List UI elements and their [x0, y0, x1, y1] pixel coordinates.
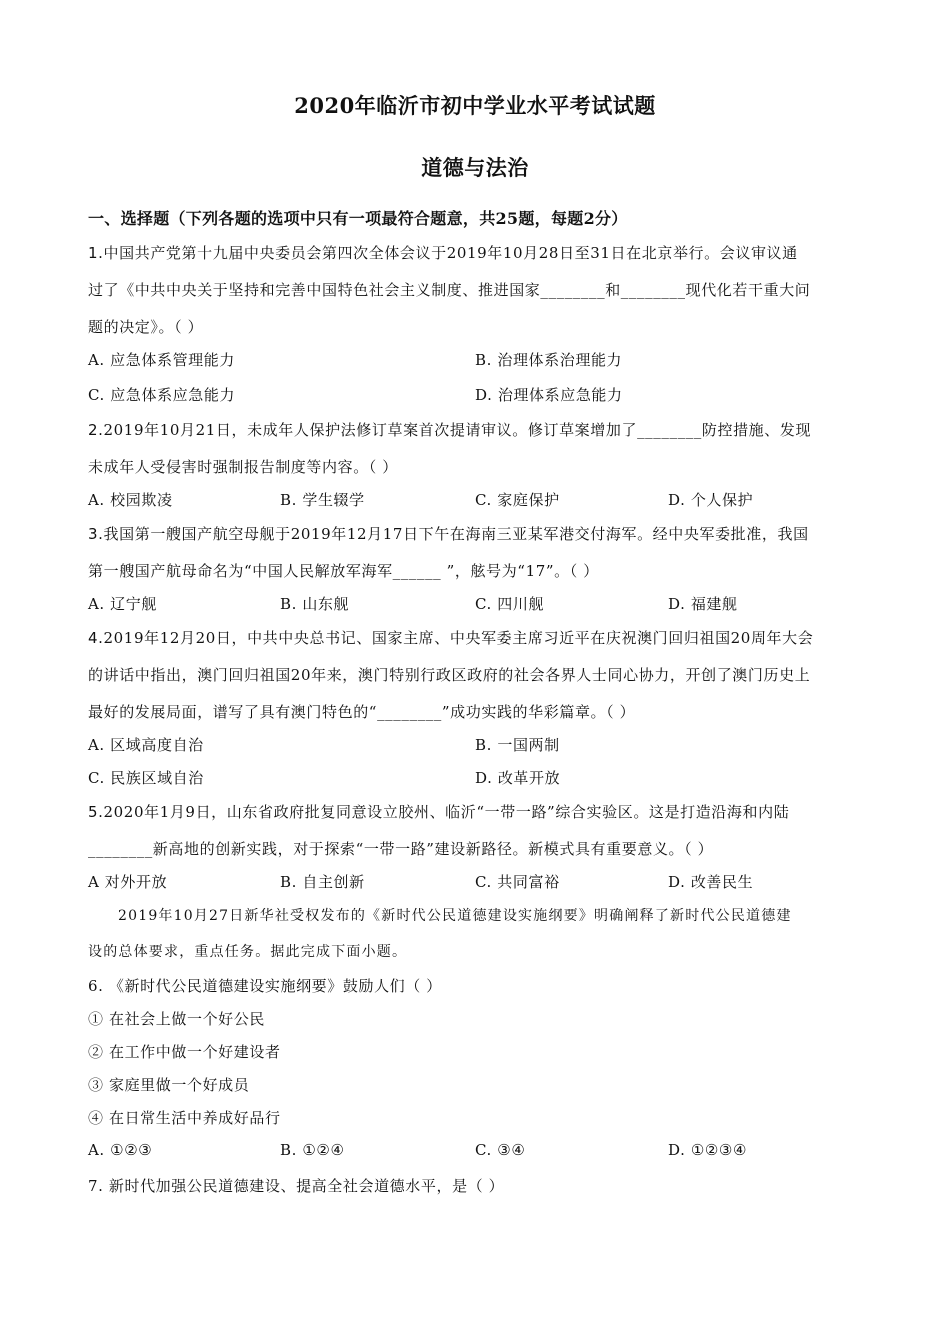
question-number: 1.: [88, 244, 104, 262]
q5-option-c: C. 共同富裕: [475, 873, 560, 891]
q6-item-4: ④ 在日常生活中养成好品行: [88, 1109, 281, 1127]
question-4-line-1: 4.2019年12月20日，中共中央总书记、国家主席、中央军委主席习近平在庆祝澳门回归祖国20周年大会: [88, 629, 814, 647]
q6-option-d: D. ①②③④: [668, 1141, 748, 1159]
q6-item-3: ③ 家庭里做一个好成员: [88, 1076, 250, 1094]
question-3-line-1: 3.我国第一艘国产航空母舰于2019年12月17日下午在海南三亚某军港交付海军。经中央军委批准，我国: [88, 525, 809, 543]
question-4-line-2: 的讲话中指出，澳门回归祖国20年来，澳门特别行政区政府的社会各界人士同心协力，开创了澳门历史上: [88, 666, 811, 684]
q3-option-a: A. 辽宁舰: [88, 595, 157, 613]
section-heading: 一、选择题（下列各题的选项中只有一项最符合题意，共25题，每题2分）: [88, 209, 628, 228]
question-2-line-1: 2.2019年10月21日，未成年人保护法修订草案首次提请审议。修订草案增加了________防控措施、发现: [88, 421, 812, 439]
question-1-line-2: 过了《中共中央关于坚持和完善中国特色社会主义制度、推进国家________和________现代化若干重大问: [88, 281, 811, 299]
q4-option-c: C. 民族区域自治: [88, 769, 204, 787]
question-7-line-1: 7. 新时代加强公民道德建设、提高全社会道德水平，是（ ）: [88, 1177, 505, 1195]
q1-option-c: C. 应急体系应急能力: [88, 386, 236, 404]
question-1-line-3: 题的决定》。（ ）: [88, 318, 204, 336]
question-6-line-1: 6. 《新时代公民道德建设实施纲要》鼓励人们（ ）: [88, 977, 442, 995]
question-1-line-1: 1.中国共产党第十九届中央委员会第四次全体会议于2019年10月28日至31日在北京举行。会议审议通: [88, 244, 798, 262]
question-3-line-2: 第一艘国产航母命名为“中国人民解放军海军______ ”，舷号为“17”。（ ）: [88, 562, 599, 580]
q6-option-b: B. ①②④: [280, 1141, 345, 1159]
q3-option-b: B. 山东舰: [280, 595, 350, 613]
q6-option-c: C. ③④: [475, 1141, 526, 1159]
q2-option-c: C. 家庭保护: [475, 491, 560, 509]
q6-option-a: A. ①②③: [88, 1141, 153, 1159]
question-2-line-2: 未成年人受侵害时强制报告制度等内容。（ ）: [88, 458, 398, 476]
question-5-line-1: 5.2020年1月9日，山东省政府批复同意设立胶州、临沂“一带一路”综合实验区。这是打造沿海和内陆: [88, 803, 790, 821]
question-number: 3.: [88, 525, 104, 543]
question-number: 2.: [88, 421, 104, 439]
exam-title: 2020年临沂市初中学业水平考试试题: [294, 93, 656, 118]
q6-item-2: ② 在工作中做一个好建设者: [88, 1043, 281, 1061]
q1-option-b: B. 治理体系治理能力: [475, 351, 623, 369]
question-4-line-3: 最好的发展局面，谱写了具有澳门特色的“________”成功实践的华彩篇章。（ ）: [88, 703, 636, 721]
subject-title: 道德与法治: [421, 155, 529, 180]
passage-line-2: 设的总体要求，重点任务。据此完成下面小题。: [88, 944, 408, 960]
q6-item-1: ① 在社会上做一个好公民: [88, 1010, 265, 1028]
q4-option-b: B. 一国两制: [475, 736, 560, 754]
question-5-line-2: ________新高地的创新实践，对于探索“一带一路”建设新路径。新模式具有重要意义。（ ）: [88, 840, 714, 858]
q1-option-d: D. 治理体系应急能力: [475, 386, 623, 404]
question-number: 4.: [88, 629, 104, 647]
q4-option-d: D. 改革开放: [475, 769, 561, 787]
q5-option-b: B. 自主创新: [280, 873, 365, 891]
question-number: 5.: [88, 803, 104, 821]
q3-option-c: C. 四川舰: [475, 595, 545, 613]
q2-option-a: A. 校园欺凌: [88, 491, 173, 509]
q1-option-a: A. 应急体系管理能力: [88, 351, 235, 369]
q3-option-d: D. 福建舰: [668, 595, 738, 613]
q2-option-d: D. 个人保护: [668, 491, 754, 509]
q2-option-b: B. 学生辍学: [280, 491, 365, 509]
q5-option-d: D. 改善民生: [668, 873, 754, 891]
passage-line-1: 2019年10月27日新华社受权发布的《新时代公民道德建设实施纲要》明确阐释了新时代公民道德建: [118, 908, 792, 924]
q4-option-a: A. 区域高度自治: [88, 736, 204, 754]
q5-option-a: A 对外开放: [88, 873, 168, 891]
